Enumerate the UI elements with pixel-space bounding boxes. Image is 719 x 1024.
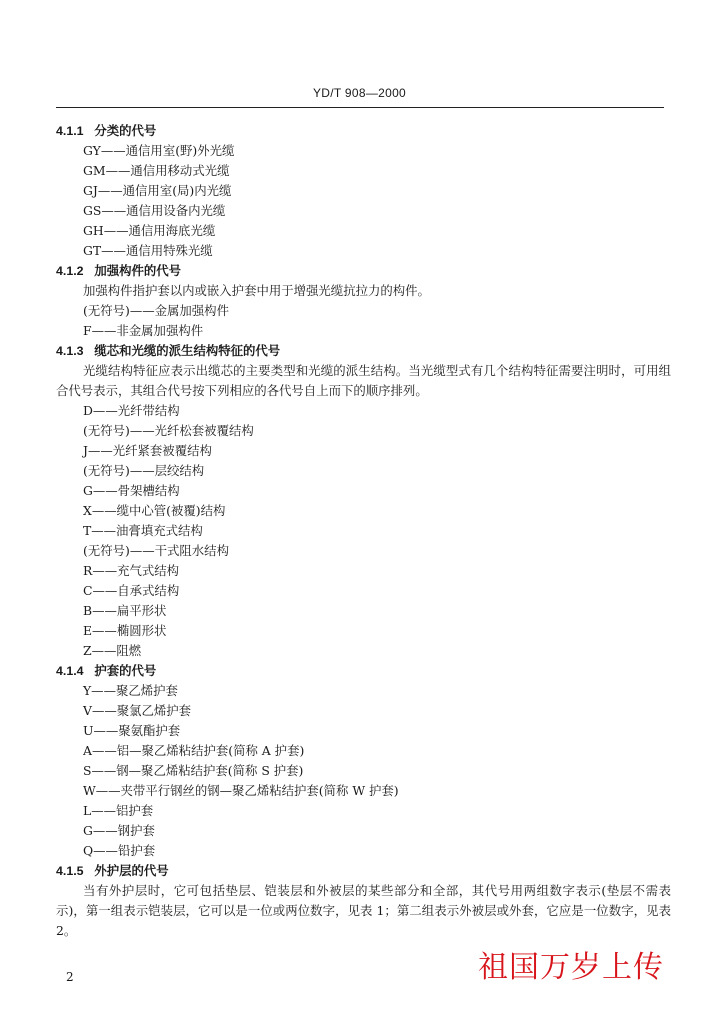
upload-watermark: 祖国万岁上传 [478,950,664,985]
list-item: (无符号)——干式阻水结构 [83,543,229,558]
section-heading [56,341,671,361]
section-number: 4.1.4 [56,664,84,678]
section-heading [56,261,671,281]
section-number: 4.1.3 [56,344,84,358]
list-item: D——光纤带结构 [83,403,180,418]
section-heading [56,661,671,681]
section-number: 4.1.5 [56,864,84,878]
section-number: 4.1.2 [56,264,84,278]
list-item: (无符号)——金属加强构件 [83,303,229,318]
list-item: C——自承式结构 [83,583,180,598]
list-item: G——骨架槽结构 [83,483,180,498]
list-item: W——夹带平行钢丝的钢—聚乙烯粘结护套(简称 W 护套) [83,783,399,798]
list-item: L——铝护套 [83,803,154,818]
page-header [0,86,719,100]
list-item: GY——通信用室(野)外光缆 [83,143,235,158]
list-item: R——充气式结构 [83,563,180,578]
list-item: (无符号)——光纤松套被覆结构 [83,423,254,438]
list-item: X——缆中心管(被覆)结构 [83,503,226,518]
standard-code: YD/T 908—2000 [312,86,407,100]
list-item: T——油膏填充式结构 [83,523,203,538]
section-title: 分类的代号 [94,123,157,138]
section-title: 护套的代号 [94,663,157,678]
list-item: E——椭圆形状 [83,623,167,638]
list-item: A——铝—聚乙烯粘结护套(简称 A 护套) [83,743,305,758]
section-title: 缆芯和光缆的派生结构特征的代号 [94,343,281,358]
list-item: Y——聚乙烯护套 [83,683,178,698]
section-title: 加强构件的代号 [94,263,182,278]
list-item: GM——通信用移动式光缆 [83,163,230,178]
list-item: 加强构件指护套以内或嵌入护套中用于增强光缆抗拉力的构件。 [83,283,430,298]
section-number: 4.1.1 [56,124,84,138]
list-item: G——钢护套 [83,823,155,838]
list-item: U——聚氨酯护套 [83,723,181,738]
list-item: GT——通信用特殊光缆 [83,243,213,258]
list-item: GH——通信用海底光缆 [83,223,216,238]
section-heading [56,861,671,881]
header-rule [56,107,664,108]
list-item: S——钢—聚乙烯粘结护套(简称 S 护套) [83,763,304,778]
list-item: GS——通信用设备内光缆 [83,203,226,218]
list-item: Z——阻燃 [83,643,142,658]
section-heading [56,121,671,141]
section-paragraph: 当有外护层时，它可包括垫层、铠装层和外被层的某些部分和全部，其代号用两组数字表示(垫层不需表示)，第一组表示铠装层，它可以是一位或两位数字，见表 1；第二组表示外被层或外套，它应是一位数字，见表 2。 [56,883,671,938]
list-item: Q——铅护套 [83,843,156,858]
list-item: F——非金属加强构件 [83,323,204,338]
list-item: V——聚氯乙烯护套 [83,703,192,718]
page-number: 2 [66,970,74,984]
list-item: J——光纤紧套被覆结构 [83,443,212,458]
list-item: GJ——通信用室(局)内光缆 [83,183,232,198]
document-body [56,121,671,941]
section-title: 外护层的代号 [94,863,169,878]
list-item: (无符号)——层绞结构 [83,463,205,478]
list-item: B——扁平形状 [83,603,167,618]
section-paragraph: 光缆结构特征应表示出缆芯的主要类型和光缆的派生结构。当光缆型式有几个结构特征需要注明时，可用组合代号表示，其组合代号按下列相应的各代号自上而下的顺序排列。 [56,363,671,398]
